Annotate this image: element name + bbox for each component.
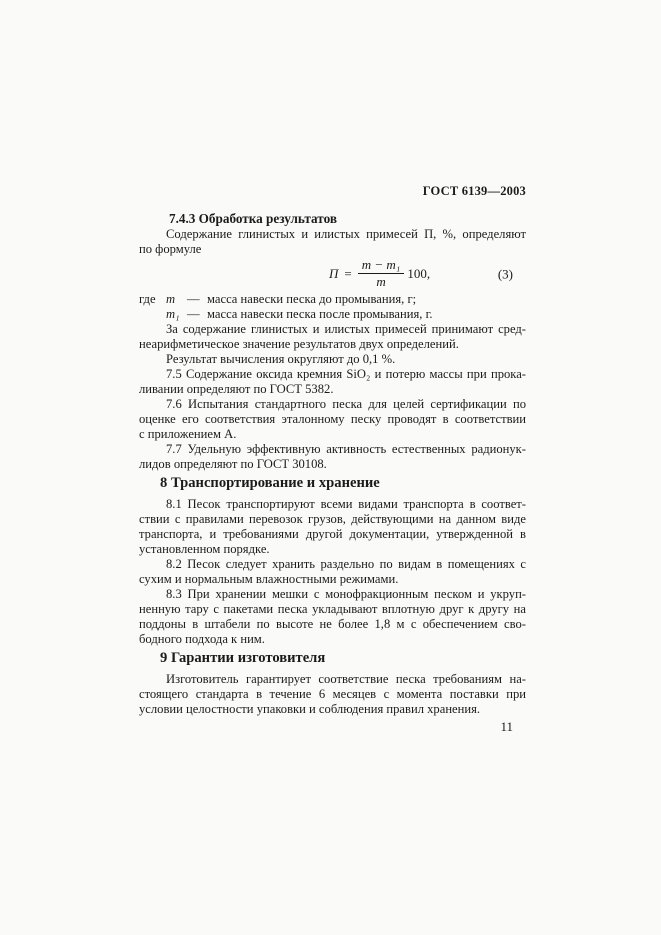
- section-heading: 7.4.3 Обработка результатов: [169, 211, 337, 226]
- text-line: 7.6 Испытания стандартного песка для целей сертификации по: [166, 397, 526, 411]
- text-line: оценке его соответствия эталонному песку проводят в соответствии: [139, 412, 526, 426]
- text-line: неарифметическое значение результатов двух определений.: [139, 337, 459, 351]
- text-line: Результат вычисления округляют до 0,1 %.: [166, 352, 396, 366]
- text-line: сухим и нормальным влажностными режимами.: [139, 572, 399, 586]
- definition-dash: —: [187, 307, 200, 321]
- section-heading: 9 Гарантии изготовителя: [160, 650, 326, 666]
- fraction: [358, 258, 405, 289]
- formula-body: [329, 258, 430, 289]
- paragraph: [139, 322, 526, 352]
- text-line: Содержание глинистых и илистых примесей П, %, определяют: [166, 227, 526, 241]
- formula-variable: П: [329, 266, 339, 281]
- paragraph: [139, 352, 526, 367]
- paragraph: [139, 497, 526, 557]
- text-line: установленном порядке.: [139, 542, 270, 556]
- definition-text: масса навески песка после промывания, г.: [207, 307, 433, 321]
- text-line: 8.2 Песок следует хранить раздельно по видам в помещениях с: [166, 557, 526, 571]
- standard-number: ГОСТ 6139—2003: [422, 184, 526, 198]
- definition-line: [139, 307, 526, 322]
- paragraph: [139, 397, 526, 442]
- definition-term: m₁: [166, 307, 180, 321]
- formula: [139, 258, 526, 289]
- paragraph: [139, 367, 526, 397]
- definition-list: [139, 292, 526, 322]
- paragraph: [139, 442, 526, 472]
- text-line: условии целостности упаковки и соблюдения правил хранения.: [139, 702, 481, 716]
- text-line: 7.7 Удельную эффективную активность естественных радионук-: [166, 442, 526, 456]
- text-line: Изготовитель гарантирует соответствие песка требованиям на-: [166, 672, 526, 686]
- formula-factor: 100,: [407, 266, 431, 281]
- definition-line: [139, 292, 526, 307]
- definition-lead: [139, 307, 166, 322]
- paragraph: [139, 587, 526, 647]
- definition-term: m: [166, 292, 176, 306]
- text-line: ствии с правилами перевозок грузов, действующими на данном виде: [139, 512, 526, 526]
- fraction-denominator: m: [376, 274, 386, 289]
- text-line: стоящего стандарта в течение 6 месяцев с момента поставки при: [139, 687, 526, 701]
- fraction-numerator: m − m₁: [358, 258, 405, 274]
- text-line: За содержание глинистых и илистых примесей принимают сред-: [166, 322, 526, 336]
- paragraph: [139, 557, 526, 587]
- text-line: с приложением А.: [139, 427, 237, 441]
- text-line: транспорта, и требованиями другой документации, утвержденной в: [139, 527, 526, 541]
- text-line: по формуле: [139, 242, 202, 256]
- text-line: лидов определяют по ГОСТ 30108.: [139, 457, 327, 471]
- text-line: 8.3 При хранении мешки с монофракционным песком и укруп-: [166, 587, 526, 601]
- text-line: 8.1 Песок транспортируют всеми видами транспорта в соответ-: [166, 497, 526, 511]
- paragraph: [139, 227, 526, 257]
- text-line: бодного подхода к ним.: [139, 632, 265, 646]
- text-line: ненную тару с пакетами песка укладывают вплотную друг к другу на: [139, 602, 526, 616]
- page-header: [139, 184, 526, 199]
- section-heading: 8 Транспортирование и хранение: [160, 475, 380, 491]
- text-line: 7.5 Содержание оксида кремния SiO₂ и потерю массы при прока-: [166, 367, 526, 381]
- definition-lead: где: [139, 292, 156, 306]
- paragraph: [139, 672, 526, 717]
- definition-text: масса навески песка до промывания, г;: [207, 292, 417, 306]
- document-content: [139, 211, 526, 717]
- equation-number: (3): [497, 266, 513, 281]
- page-number: 11: [500, 719, 513, 734]
- text-line: ливании определяют по ГОСТ 5382.: [139, 382, 334, 396]
- text-line: поддоны в штабели по высоте не более 1,8 м с обеспечением сво-: [139, 617, 526, 631]
- definition-dash: —: [187, 292, 200, 306]
- equals-sign: =: [344, 266, 352, 281]
